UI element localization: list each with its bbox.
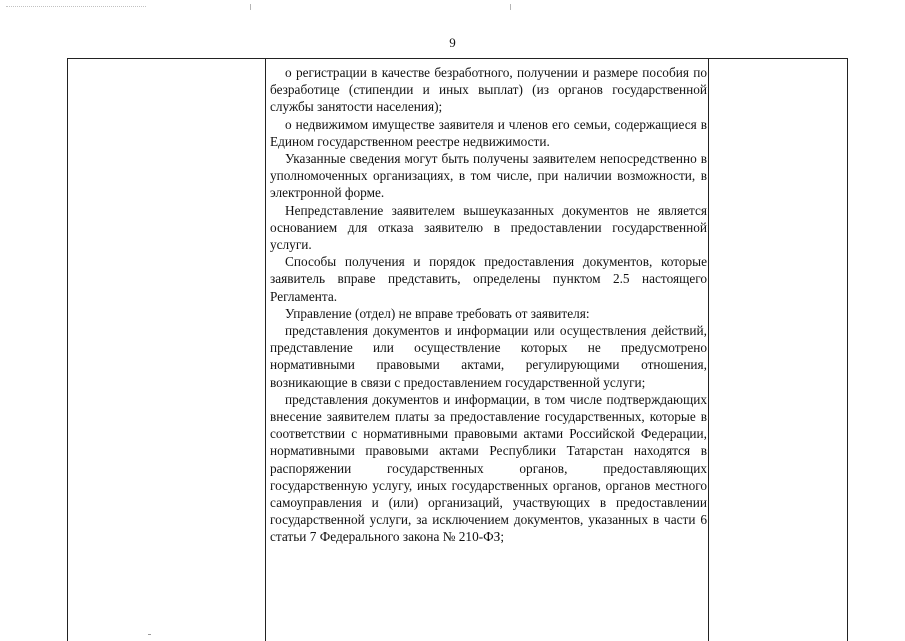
paragraph: о регистрации в качестве безработного, получении и размере пособия по безработице (стипендии и иных выплат) (из органов государственной службы занятости населения);	[270, 65, 707, 115]
table-column-divider-1	[265, 59, 266, 641]
paragraph: Непредставление заявителем вышеуказанных документов не является основанием для отказа заявителю в предоставлении государственной услуги.	[270, 202, 707, 253]
paragraph: представления документов и информации, в том числе подтверждающих внесение заявителем платы за предоставление государственных, которые в соответствии с нормативными правовыми актами Российской Федерации, нормативными правовыми актами Республики Татарстан находятся в распоряжении государственных органов, предоставляющих государственную услугу, иных государственных органов, органов местного самоуправления и (или) организаций, участвующих в предоставлении государственной услуги, за исключением документов, указанных в части 6 статьи 7 Федерального закона № 210-ФЗ;	[270, 391, 707, 545]
table-column-divider-2	[708, 59, 709, 641]
paragraph: о недвижимом имуществе заявителя и членов его семьи, содержащиеся в Едином государственном реестре недвижимости.	[270, 116, 707, 149]
paragraph: Способы получения и порядок предоставления документов, которые заявитель вправе представить, определены пунктом 2.5 настоящего Регламента.	[270, 254, 707, 304]
scan-artifact-dots	[6, 6, 146, 13]
paragraph: Указанные сведения могут быть получены заявителем непосредственно в уполномоченных организациях, в том числе, при наличии возможности, в электронной форме.	[270, 151, 707, 201]
paragraph: Управление (отдел) не вправе требовать от заявителя:	[285, 305, 590, 321]
table-border-left	[67, 59, 68, 641]
table-border-right	[847, 59, 848, 641]
page-number: 9	[449, 35, 456, 50]
table-cell-text	[270, 64, 707, 546]
scan-artifact-tick	[250, 4, 251, 10]
scan-artifact-tick	[510, 4, 511, 10]
paragraph: представления документов и информации или осуществления действий, представление или осуществление которых не предусмотрено нормативными правовыми актами, регулирующими отношения, возникающие в связи с предоставлением государственной услуги;	[270, 323, 707, 390]
